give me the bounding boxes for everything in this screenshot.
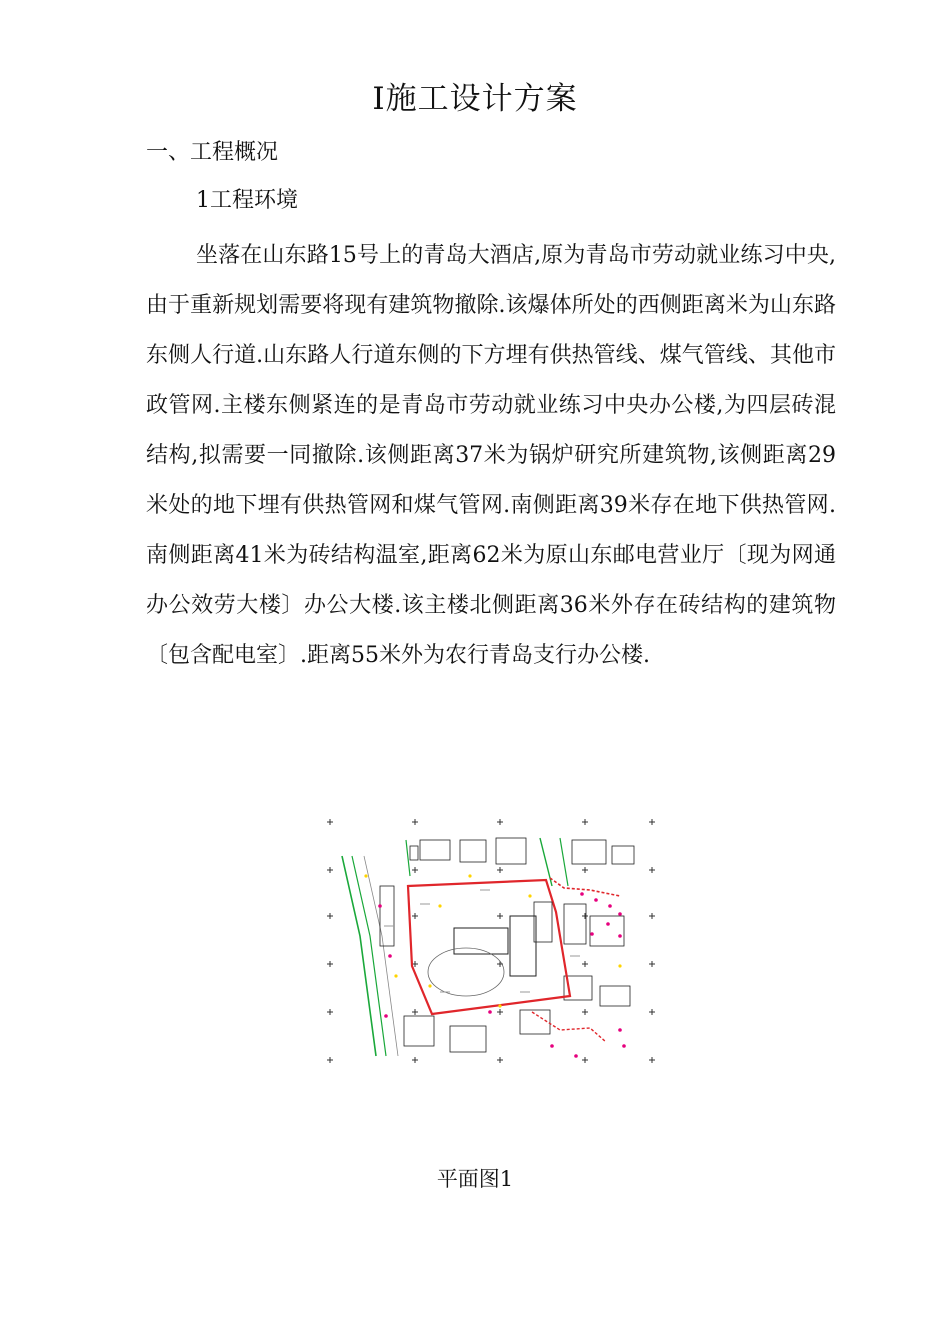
subsection-heading: 1工程环境 (196, 188, 298, 213)
neighbor-building (404, 1016, 434, 1046)
pipe-marker (590, 932, 594, 936)
site-plan-drawing (320, 816, 660, 1072)
pipe-marker (594, 898, 598, 902)
body-paragraph: 坐落在山东路15号上的青岛大酒店,原为青岛市劳动就业练习中央,由于重新规划需要将现有建筑物撤除.该爆体所处的西侧距离米为山东路东侧人行道.山东路人行道东侧的下方埋有供热管线、煤气管线、其他市政管网.主楼东侧紧连的是青岛市劳动就业练习中央办公楼,为四层砖混结构,拟需要一同撤除.该侧距离37米为锅炉研究所建筑物,该侧距离29米处的地下埋有供热管网和煤气管网.南侧距离39米存在地下供热管网.南侧距离41米为砖结构温室,距离62米为原山东邮电营业厅〔现为网通办公效劳大楼〕办公大楼.该主楼北侧距离36米外存在砖结构的建筑物〔包含配电室〕.距离55米外为农行青岛支行办公楼. (146, 243, 836, 668)
pipe-marker (618, 912, 622, 916)
pipe-marker (378, 904, 382, 908)
pipe-marker (622, 1044, 626, 1048)
pipe-marker (606, 922, 610, 926)
pipe-marker (364, 874, 367, 877)
boundary-dashed (550, 878, 620, 896)
pipe-marker (394, 974, 397, 977)
page-title: I施工设计方案 (372, 81, 578, 117)
pipe-marker (438, 904, 441, 907)
pipe-marker (550, 1044, 554, 1048)
east-building (534, 902, 552, 942)
pipe-marker (580, 892, 584, 896)
neighbor-building (590, 916, 624, 946)
neighbor-building (420, 840, 450, 860)
pipe-marker (608, 904, 612, 908)
neighbor-building (564, 904, 586, 944)
neighbor-building (600, 986, 630, 1006)
section-heading: 一、工程概况 (146, 140, 279, 165)
pipe-marker (618, 934, 622, 938)
pipe-marker (618, 1028, 622, 1032)
pipe-marker (618, 964, 621, 967)
boundary-dashed (532, 1012, 606, 1042)
neighbor-building (496, 838, 526, 864)
pipe-marker (498, 1004, 501, 1007)
road-line (406, 840, 410, 876)
pipe-marker (528, 894, 531, 897)
pipe-marker (388, 954, 392, 958)
neighbor-building (612, 846, 634, 864)
road-line (560, 838, 568, 886)
pipe-marker (468, 874, 471, 877)
pipe-marker (428, 984, 431, 987)
neighbor-building (460, 840, 486, 862)
office-building (510, 916, 536, 976)
site-boundary (408, 880, 570, 1014)
neighbor-building (572, 840, 606, 864)
neighbor-building (410, 846, 418, 860)
site-plan-figure (320, 816, 660, 1072)
neighbor-building (450, 1026, 486, 1052)
neighbor-building (520, 1010, 550, 1034)
pipe-marker (384, 1014, 388, 1018)
pipe-marker (574, 1054, 578, 1058)
pipe-marker (488, 1010, 492, 1014)
figure-caption: 平面图1 (436, 1167, 514, 1191)
site-path (428, 948, 504, 996)
